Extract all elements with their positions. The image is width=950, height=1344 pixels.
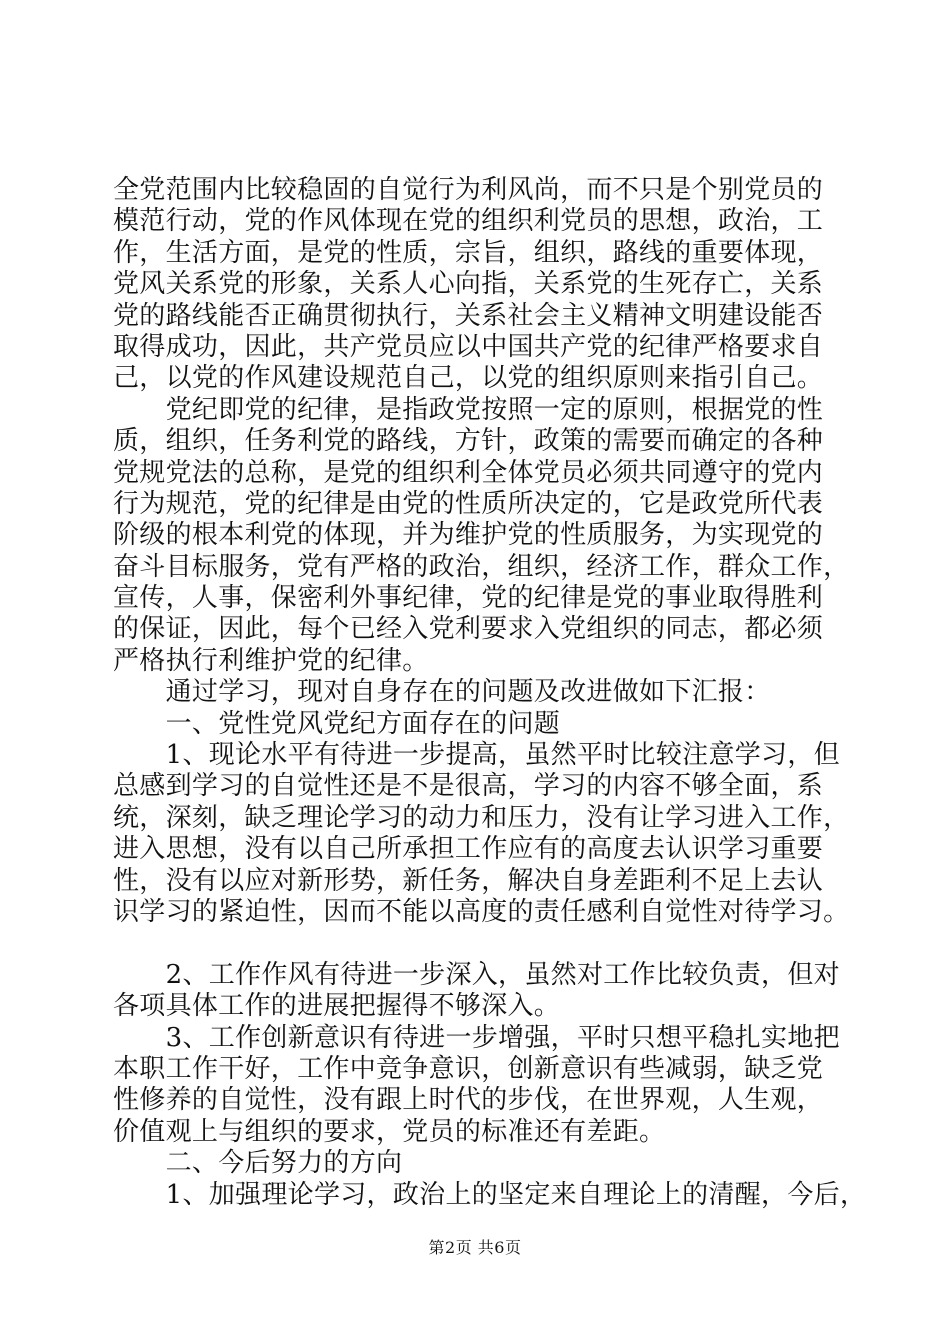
text-line: 1、现论水平有待进一步提高，虽然平时比较注意学习，但 xyxy=(113,740,840,771)
text-line: 阶级的根本利党的体现，并为维护党的性质服务，为实现党的 xyxy=(113,520,824,551)
text-line: 的保证，因此，每个已经入党利要求入党组织的同志，都必须 xyxy=(113,614,824,645)
text-line: 模范行动，党的作风体现在党的组织利党员的思想，政治，工 xyxy=(113,206,824,237)
text-line: 奋斗目标服务，党有严格的政治，组织，经济工作，群众工作， xyxy=(113,551,850,582)
text-line: 党纪即党的纪律，是指政党按照一定的原则，根据党的性 xyxy=(113,394,824,425)
text-line: 1、加强理论学习，政治上的坚定来自理论上的清醒，今后， xyxy=(113,1179,867,1210)
text-line: 严格执行利维护党的纪律。 xyxy=(113,645,429,676)
text-line: 各项具体工作的进展把握得不够深入。 xyxy=(113,991,561,1022)
text-line: 总感到学习的自觉性还是不是很高，学习的内容不够全面，系 xyxy=(113,771,824,802)
text-line: 作，生活方面，是党的性质，宗旨，组织，路线的重要体现， xyxy=(113,237,824,268)
blank-line xyxy=(113,928,853,959)
text-line: 进入思想，没有以自己所承担工作应有的高度去认识学习重要 xyxy=(113,834,824,865)
text-line: 价值观上与组织的要求，党员的标准还有差距。 xyxy=(113,1116,666,1147)
text-line: 通过学习，现对自身存在的问题及改进做如下汇报： xyxy=(113,677,771,708)
text-line: 行为规范，党的纪律是由党的性质所决定的，它是政党所代表 xyxy=(113,488,824,519)
document-body xyxy=(113,175,867,1211)
text-line: 统，深刻，缺乏理论学习的动力和压力，没有让学习进入工作， xyxy=(113,802,850,833)
text-line: 本职工作干好，工作中竞争意识，创新意识有些减弱，缺乏党 xyxy=(113,1053,824,1084)
text-line: 党的路线能否正确贯彻执行，关系社会主义精神文明建设能否 xyxy=(113,300,824,331)
page-number-footer: 第2页 共6页 xyxy=(428,1238,522,1257)
text-line: 宣传，人事，保密利外事纪律，党的纪律是党的事业取得胜利 xyxy=(113,583,824,614)
text-line: 识学习的紧迫性，因而不能以高度的责任感利自觉性对待学习。 xyxy=(113,896,850,927)
text-line: 性，没有以应对新形势，新任务，解决自身差距利不足上去认 xyxy=(113,865,824,896)
text-line: 3、工作创新意识有待进一步增强，平时只想平稳扎实地把 xyxy=(113,1022,840,1053)
text-line: 全党范围内比较稳固的自觉行为利风尚，而不只是个别党员的 xyxy=(113,175,824,205)
text-line: 取得成功，因此，共产党员应以中国共产党的纪律严格要求自 xyxy=(113,331,824,362)
text-line: 党风关系党的形象，关系人心向指，关系党的生死存亡，关系 xyxy=(113,269,824,300)
text-line: 二、今后努力的方向 xyxy=(113,1148,403,1179)
text-line: 质，组织，任务利党的路线，方针，政策的需要而确定的各种 xyxy=(113,426,824,457)
text-line: 己，以党的作风建设规范自己，以党的组织原则来指引自己。 xyxy=(113,363,824,394)
text-line: 2、工作作风有待进一步深入，虽然对工作比较负责，但对 xyxy=(113,959,840,990)
text-line: 一、党性党风党纪方面存在的问题 xyxy=(113,708,561,739)
text-line: 性修养的自觉性，没有跟上时代的步伐，在世界观，人生观， xyxy=(113,1085,824,1116)
text-line: 党规党法的总称，是党的组织利全体党员必须共同遵守的党内 xyxy=(113,457,824,488)
